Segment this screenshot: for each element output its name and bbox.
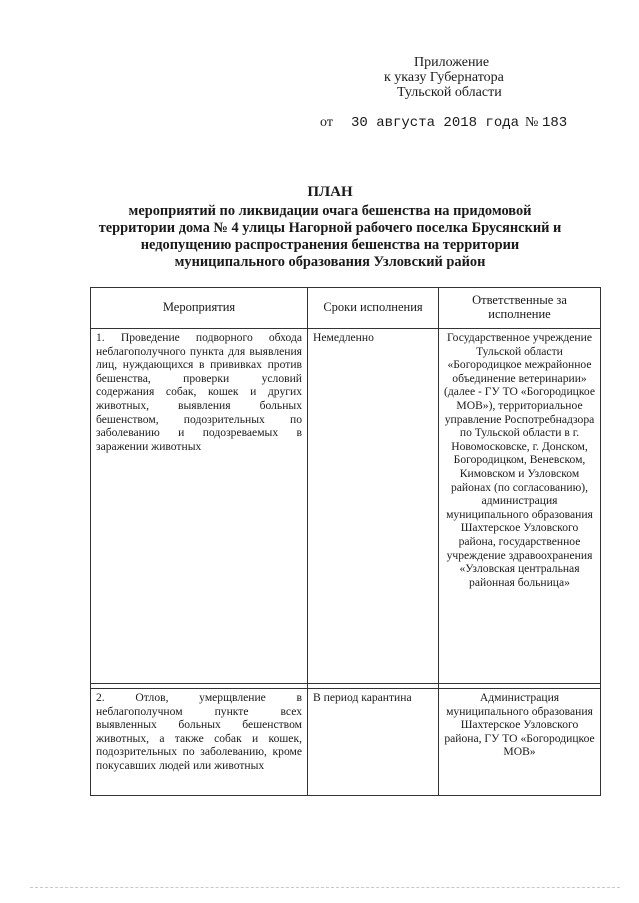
appendix-line-1: Приложение <box>414 55 490 70</box>
decree-from-label: от <box>320 115 333 130</box>
appendix-line-3: Тульской области <box>397 85 502 100</box>
header-measures: Мероприятия <box>91 288 308 329</box>
table-row <box>91 689 601 796</box>
title-line-3: недопущению распространения бешенства на территории <box>140 237 520 253</box>
row-deadline: Немедленно <box>308 329 439 684</box>
row-measure: 2. Отлов, умерщвление в неблагополучном пункте всех выявленных больных бешенством животных, а также собак и кошек, подозрительных по заболеванию, кроме покусавших людей или животных <box>91 689 308 796</box>
table-row <box>91 329 601 684</box>
decree-number-label: № <box>525 115 539 130</box>
title-line-1: мероприятий по ликвидации очага бешенства на придомовой <box>128 203 532 219</box>
title-heading: ПЛАН <box>307 184 353 200</box>
table-header-row <box>91 288 601 329</box>
row-responsible: Администрация муниципального образования Шахтерское Узловского района, ГУ ТО «Богородицкое МОВ» <box>439 689 601 796</box>
header-deadlines: Сроки исполнения <box>308 288 439 329</box>
decree-number: 183 <box>542 115 568 131</box>
document-title <box>60 184 600 271</box>
title-line-2: территории дома № 4 улицы Нагорной рабочего поселка Брусянский и <box>98 220 562 236</box>
row-measure: 1. Проведение подворного обхода неблагополучного пункта для выявления лиц, нуждающихся в прививках против бешенства, проверки условий содержания собак, кошек и других животных, выявления больных бешенством, подозрительных по заболеванию и подозреваемых в заражении животных <box>91 329 308 684</box>
header-responsible: Ответственные за исполнение <box>439 288 601 329</box>
row-responsible: Государственное учреждение Тульской области «Богородицкое межрайонное объединение ветеринарии» (далее - ГУ ТО «Богородицкое МОВ»), территориальное управление Роспотребнадзора по Тульской области в г. Новомосковске, г. Донском, Богородицком, Веневском, Кимовском и Узловском районах (по согласованию), администрация муниципального образования Шахтерское Узловского района, государственное учреждение здравоохранения «Узловская центральная районная больница» <box>439 329 601 684</box>
scan-edge-line <box>30 887 620 888</box>
appendix-line-2: к указу Губернатора <box>384 70 504 85</box>
title-line-4: муниципального образования Узловский район <box>174 254 486 270</box>
decree-date: 30 августа 2018 года <box>351 115 520 131</box>
row-deadline: В период карантина <box>308 689 439 796</box>
plan-table <box>90 287 601 796</box>
